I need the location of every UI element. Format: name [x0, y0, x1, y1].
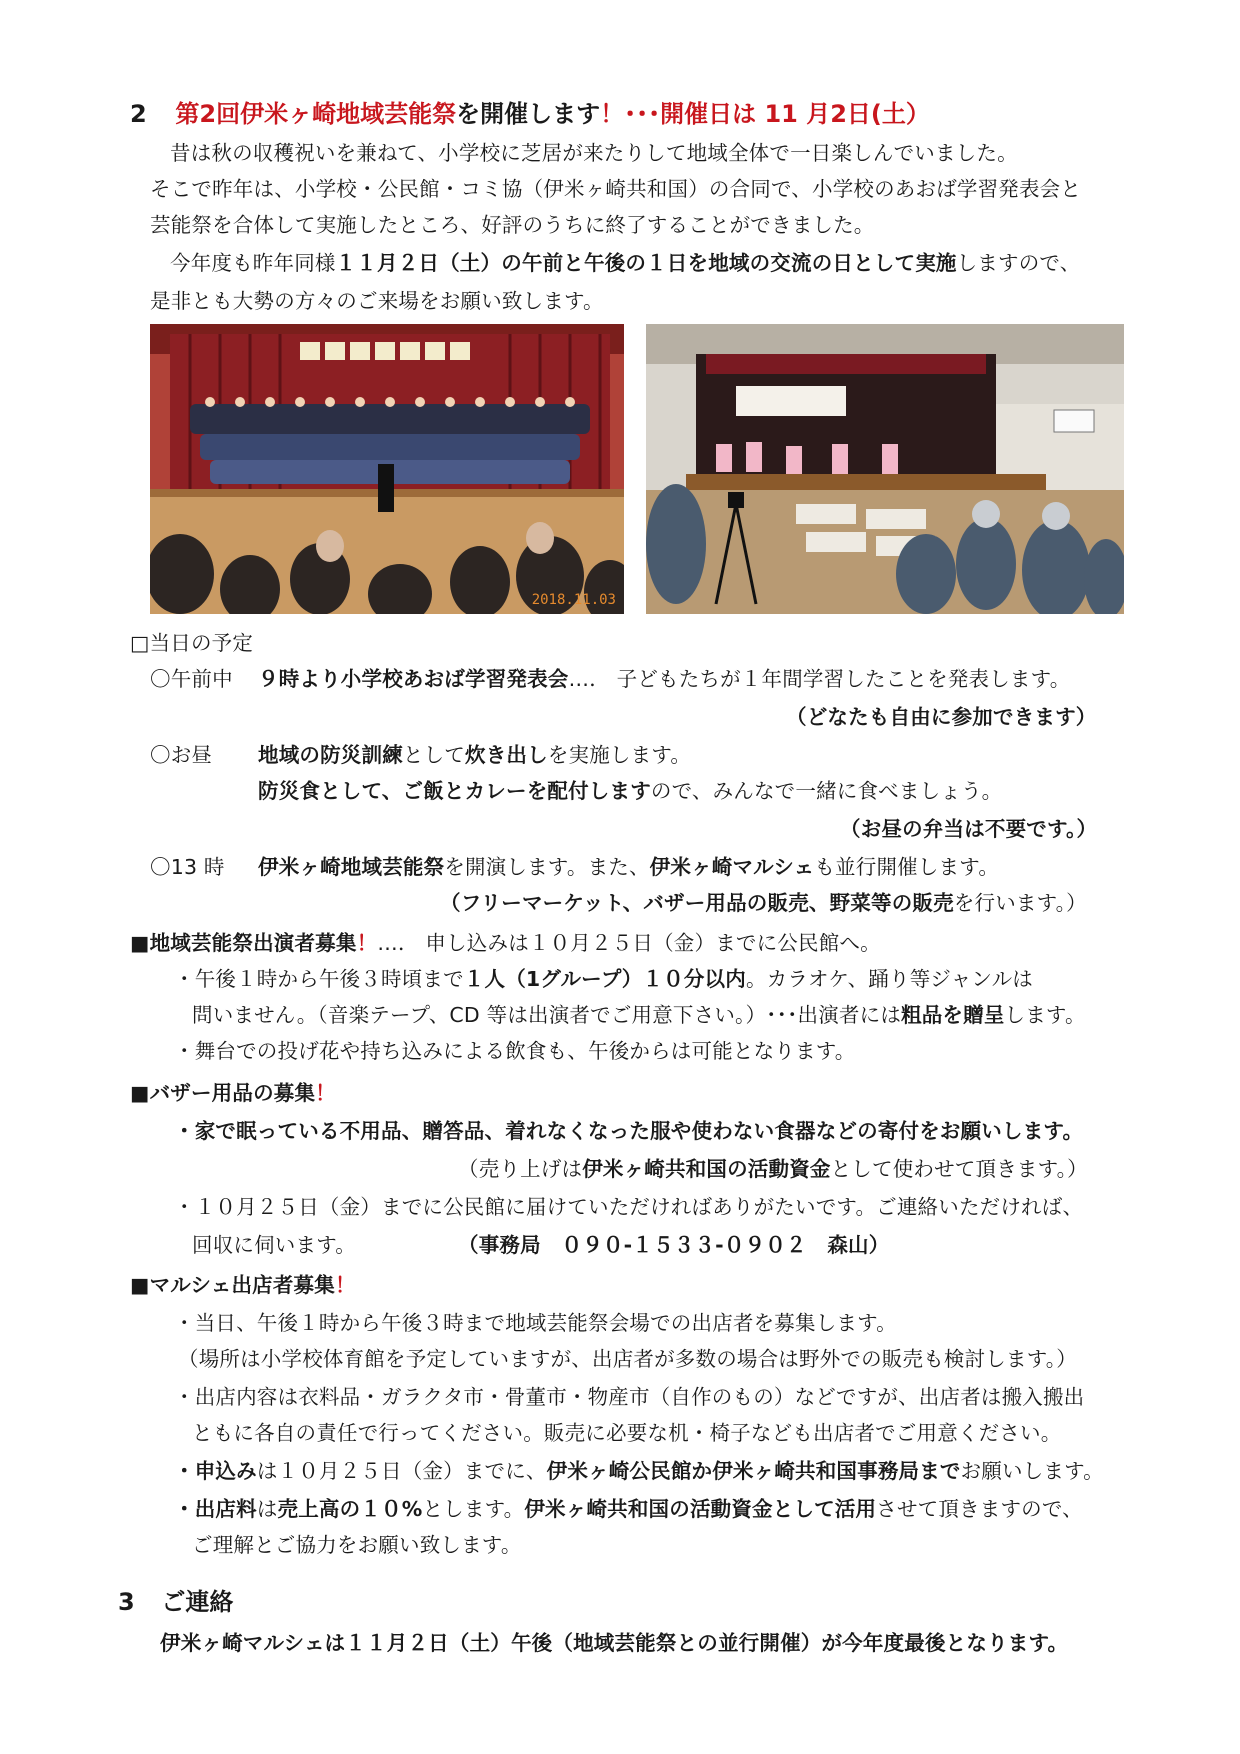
morning-event: あおば学習発表会 — [402, 667, 569, 691]
afternoon-note-items: （フリーマーケット、バザー用品の販売、野菜等の販売 — [440, 891, 954, 915]
photo-date-stamp: 2018.11.03 — [531, 592, 616, 608]
marche-fee-end: とします。 — [422, 1497, 525, 1521]
noon-drill: 地域の防災訓練 — [258, 743, 403, 767]
performers-deadline: …． 申し込みは１０月２５日（金）までに公民館へ。 — [377, 931, 881, 955]
performers-gift-end: します。 — [1004, 1003, 1086, 1027]
bazaar-heading: ■バザー用品の募集 — [130, 1081, 316, 1105]
intro-line-4-emphasis: １１月２日（土）の午前と午後の１日を地域の交流の日として実施 — [335, 251, 957, 275]
marche-bullet-3 — [174, 1454, 1104, 1484]
marche-bullet-1: ・当日、午後１時から午後３時まで地域芸能祭会場での出店者を募集します。 — [174, 1311, 897, 1335]
event-date: ！･･･開催日は 11 月2日(土） — [600, 100, 930, 128]
intro-line-5: 是非とも大勢の方々のご来場をお願い致します。 — [150, 289, 604, 313]
marche-fee-rate: 売上高の１０% — [277, 1497, 423, 1521]
intro-line-4 — [170, 246, 1080, 276]
performers-bullet-2: ・舞台での投げ花や持ち込みによる飲食も、午後からは可能となります。 — [174, 1039, 856, 1063]
performers-limit: １人（1グループ）１０分以内 — [463, 967, 746, 991]
marche-bullet-4-cont: ご理解とご協力をお願い致します。 — [192, 1533, 522, 1557]
bazaar-bullet-2-cont: 回収に伺います。 — [192, 1233, 356, 1257]
intro-line-2: そこで昨年は、小学校・公民館・コミ協（伊米ヶ崎共和国）の合同で、小学校のあおば学習発表会と — [150, 177, 1082, 201]
bazaar-note — [458, 1152, 1088, 1182]
intro-line-1: 昔は秋の収穫祝いを兼ねて、小学校に芝居が来たりして地域全体で一日楽しんでいました。 — [170, 141, 1018, 165]
noon-detail — [258, 738, 691, 768]
intro-line-3: 芸能祭を合体して実施したところ、好評のうちに終了することができました。 — [150, 213, 875, 237]
performers-bullet-1 — [174, 962, 1033, 992]
afternoon-label: 〇13 時 — [150, 855, 225, 879]
bazaar-heading-line — [130, 1076, 336, 1106]
bazaar-bullet-1: ・家で眠っている不用品、贈答品、着れなくなった服や使わない食器などの寄付をお願いします。 — [174, 1119, 1084, 1143]
noon-as: として — [402, 743, 466, 767]
marche-apply-end: お願いします。 — [960, 1459, 1104, 1483]
marche-fee-tail: させて頂きますので、 — [876, 1497, 1083, 1521]
performers-gift: 粗品を贈呈 — [901, 1003, 1005, 1027]
bazaar-contact: （事務局 ０９０-１５３３-０９０２ 森山） — [458, 1233, 890, 1257]
afternoon-note-end: を行います。） — [953, 891, 1087, 915]
performance-photo — [646, 324, 1124, 614]
marche-bullet-2: ・出店内容は衣料品・ガラクタ市・骨董市・物産市（自作のもの）などですが、出店者は搬入搬出 — [174, 1385, 1085, 1409]
afternoon-festival: 伊米ヶ崎地域芸能祭 — [258, 855, 445, 879]
performers-media: 問いません。（音楽テープ、CD 等は出演者でご用意下さい。）･･･出演者には — [192, 1003, 902, 1027]
noon-eat: ので、みんなで一緒に食べましょう。 — [650, 779, 1003, 803]
bazaar-note-fund: 伊米ヶ崎共和国の活動資金 — [582, 1157, 831, 1181]
afternoon-parallel: も並行開催します。 — [814, 855, 1000, 879]
section-3-number: 3 — [118, 1588, 135, 1616]
marche-heading-line — [130, 1268, 356, 1298]
performers-exclaim: ！ — [356, 931, 378, 955]
marche-fee-use: 伊米ヶ崎共和国の活動資金として活用 — [524, 1497, 877, 1521]
marche-fee-ha: は — [256, 1497, 278, 1521]
marche-bullet-1-note: （場所は小学校体育館を予定していますが、出店者が多数の場合は野外での販売も検討します。） — [178, 1347, 1077, 1371]
event-title: 第2回伊米ヶ崎地域芸能祭 — [175, 100, 457, 128]
noon-note: （お昼の弁当は不要です。） — [840, 817, 1098, 841]
performers-genre: 。カラオケ、踊り等ジャンルは — [745, 967, 1033, 991]
bazaar-bullet-2: ・１０月２５日（金）までに公民館に届けていただければありがたいです。ご連絡いただければ、 — [174, 1195, 1084, 1219]
performers-heading-line — [130, 926, 881, 956]
section-3-title: ご連絡 — [161, 1588, 234, 1616]
performers-bullet-1-cont — [192, 998, 1086, 1028]
intro-line-4-end: しますので、 — [956, 251, 1081, 275]
intro-line-4-start: 今年度も昨年同様 — [170, 251, 336, 275]
section-2-heading — [130, 94, 930, 129]
school-presentation-photo — [150, 324, 624, 614]
marche-heading: ■マルシェ出店者募集 — [130, 1273, 335, 1297]
marche-fee: ・出店料 — [174, 1497, 257, 1521]
bazaar-note-end: として使わせて頂きます。） — [830, 1157, 1088, 1181]
performers-time: ・午後１時から午後３時頃まで — [174, 967, 464, 991]
morning-desc: …． 子どもたちが１年間学習したことを発表します。 — [568, 667, 1071, 691]
marche-apply-office: 伊米ヶ崎公民館か伊米ヶ崎共和国事務局まで — [546, 1459, 961, 1483]
morning-note: （どなたも自由に参加できます） — [786, 705, 1097, 729]
noon-food: 防災食として、ご飯とカレーを配付します — [258, 779, 651, 803]
schedule-heading: □当日の予定 — [130, 631, 254, 655]
bazaar-note-start: （売り上げは — [458, 1157, 583, 1181]
section-3-body: 伊米ヶ崎マルシェは１１月２日（土）午後（地域芸能祭との並行開催）が今年度最後となります。 — [160, 1631, 1069, 1655]
marche-bullet-2-cont: ともに各自の責任で行ってください。販売に必要な机・椅子なども出店者でご用意ください。 — [192, 1421, 1062, 1445]
section-3-heading — [118, 1582, 233, 1617]
noon-label: 〇お昼 — [150, 743, 213, 767]
section-number: 2 — [130, 100, 147, 128]
afternoon-marche: 伊米ヶ崎マルシェ — [649, 855, 815, 879]
afternoon-open: を開演します。また、 — [444, 855, 650, 879]
marche-apply: ・申込み — [174, 1459, 257, 1483]
afternoon-detail — [258, 850, 999, 880]
morning-time: ９時より小学校 — [258, 667, 403, 691]
marche-exclaim: ！ — [334, 1273, 356, 1297]
afternoon-note — [440, 886, 1087, 916]
noon-implement: を実施します。 — [547, 743, 692, 767]
event-title-suffix: を開催します — [456, 100, 601, 128]
morning-detail — [258, 662, 1070, 692]
performers-heading: ■地域芸能祭出演者募集 — [130, 931, 357, 955]
noon-detail-2 — [258, 774, 1002, 804]
marche-apply-deadline: は１０月２５日（金）までに、 — [256, 1459, 547, 1483]
morning-label: 〇午前中 — [150, 667, 233, 691]
noon-cookout: 炊き出し — [465, 743, 548, 767]
bazaar-exclaim: ！ — [315, 1081, 336, 1105]
marche-bullet-4 — [174, 1492, 1083, 1522]
